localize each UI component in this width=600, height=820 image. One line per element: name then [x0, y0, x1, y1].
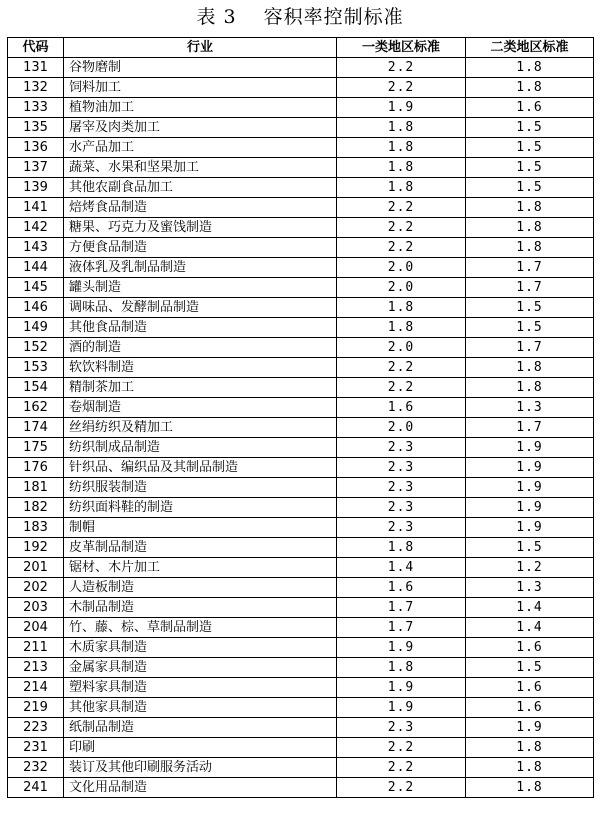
- class2-value-cell: 1.6: [466, 678, 594, 698]
- industry-cell: 竹、藤、棕、草制品制造: [64, 618, 337, 638]
- class1-value-cell: 1.8: [337, 318, 466, 338]
- table-row: [8, 318, 594, 338]
- table-row: [8, 478, 594, 498]
- table-row: [8, 658, 594, 678]
- table-row: [8, 98, 594, 118]
- industry-cell: 卷烟制造: [64, 398, 337, 418]
- class1-value-cell: 2.3: [337, 518, 466, 538]
- code-cell: 137: [8, 158, 64, 178]
- class2-value-cell: 1.7: [466, 258, 594, 278]
- class2-value-cell: 1.7: [466, 278, 594, 298]
- code-cell: 143: [8, 238, 64, 258]
- class2-value-cell: 1.8: [466, 758, 594, 778]
- industry-cell: 糖果、巧克力及蜜饯制造: [64, 218, 337, 238]
- class2-value-cell: 1.8: [466, 198, 594, 218]
- class2-value-cell: 1.8: [466, 778, 594, 798]
- table-row: [8, 218, 594, 238]
- header-industry: 行业: [64, 38, 337, 58]
- class1-value-cell: 2.2: [337, 58, 466, 78]
- code-cell: 149: [8, 318, 64, 338]
- industry-cell: 精制茶加工: [64, 378, 337, 398]
- table-row: [8, 58, 594, 78]
- class1-value-cell: 2.0: [337, 258, 466, 278]
- industry-cell: 其他家具制造: [64, 698, 337, 718]
- class1-value-cell: 1.8: [337, 158, 466, 178]
- code-cell: 152: [8, 338, 64, 358]
- code-cell: 213: [8, 658, 64, 678]
- code-cell: 231: [8, 738, 64, 758]
- industry-cell: 纺织面料鞋的制造: [64, 498, 337, 518]
- code-cell: 176: [8, 458, 64, 478]
- class2-value-cell: 1.9: [466, 498, 594, 518]
- code-cell: 201: [8, 558, 64, 578]
- industry-cell: 焙烤食品制造: [64, 198, 337, 218]
- class1-value-cell: 2.0: [337, 338, 466, 358]
- class2-value-cell: 1.9: [466, 478, 594, 498]
- class1-value-cell: 1.6: [337, 398, 466, 418]
- industry-cell: 谷物磨制: [64, 58, 337, 78]
- industry-cell: 人造板制造: [64, 578, 337, 598]
- table-row: [8, 758, 594, 778]
- class2-value-cell: 1.5: [466, 118, 594, 138]
- header-row: [8, 38, 594, 58]
- code-cell: 154: [8, 378, 64, 398]
- class2-value-cell: 1.8: [466, 238, 594, 258]
- class1-value-cell: 1.7: [337, 598, 466, 618]
- class1-value-cell: 2.2: [337, 378, 466, 398]
- industry-cell: 纸制品制造: [64, 718, 337, 738]
- class2-value-cell: 1.8: [466, 358, 594, 378]
- table-row: [8, 698, 594, 718]
- industry-cell: 纺织制成品制造: [64, 438, 337, 458]
- table-row: [8, 718, 594, 738]
- header-class1-standard: 一类地区标准: [337, 38, 466, 58]
- table-row: [8, 778, 594, 798]
- header-code: 代码: [8, 38, 64, 58]
- industry-cell: 锯材、木片加工: [64, 558, 337, 578]
- industry-cell: 金属家具制造: [64, 658, 337, 678]
- table-row: [8, 578, 594, 598]
- table-title: 表 3 容积率控制标准: [196, 6, 404, 28]
- class2-value-cell: 1.4: [466, 598, 594, 618]
- class1-value-cell: 2.2: [337, 218, 466, 238]
- class2-value-cell: 1.4: [466, 618, 594, 638]
- code-cell: 214: [8, 678, 64, 698]
- class1-value-cell: 2.2: [337, 758, 466, 778]
- table-row: [8, 118, 594, 138]
- class2-value-cell: 1.5: [466, 318, 594, 338]
- table-row: [8, 458, 594, 478]
- code-cell: 133: [8, 98, 64, 118]
- class1-value-cell: 2.3: [337, 458, 466, 478]
- table-row: [8, 258, 594, 278]
- class1-value-cell: 2.3: [337, 498, 466, 518]
- class2-value-cell: 1.5: [466, 138, 594, 158]
- code-cell: 174: [8, 418, 64, 438]
- class2-value-cell: 1.6: [466, 638, 594, 658]
- class1-value-cell: 1.9: [337, 638, 466, 658]
- class2-value-cell: 1.5: [466, 538, 594, 558]
- class2-value-cell: 1.5: [466, 178, 594, 198]
- class1-value-cell: 2.3: [337, 718, 466, 738]
- industry-cell: 塑料家具制造: [64, 678, 337, 698]
- industry-cell: 印刷: [64, 738, 337, 758]
- class2-value-cell: 1.7: [466, 418, 594, 438]
- industry-cell: 丝绢纺织及精加工: [64, 418, 337, 438]
- code-cell: 131: [8, 58, 64, 78]
- table-row: [8, 238, 594, 258]
- class1-value-cell: 2.0: [337, 418, 466, 438]
- class2-value-cell: 1.8: [466, 58, 594, 78]
- industry-cell: 蔬菜、水果和坚果加工: [64, 158, 337, 178]
- industry-cell: 针织品、编织品及其制品制造: [64, 458, 337, 478]
- industry-cell: 木质家具制造: [64, 638, 337, 658]
- class2-value-cell: 1.7: [466, 338, 594, 358]
- table-row: [8, 498, 594, 518]
- class1-value-cell: 1.9: [337, 678, 466, 698]
- industry-cell: 装订及其他印刷服务活动: [64, 758, 337, 778]
- class2-value-cell: 1.5: [466, 658, 594, 678]
- industry-cell: 文化用品制造: [64, 778, 337, 798]
- table-row: [8, 178, 594, 198]
- industry-cell: 软饮料制造: [64, 358, 337, 378]
- industry-cell: 罐头制造: [64, 278, 337, 298]
- table-row: [8, 598, 594, 618]
- code-cell: 153: [8, 358, 64, 378]
- code-cell: 181: [8, 478, 64, 498]
- class2-value-cell: 1.6: [466, 698, 594, 718]
- class1-value-cell: 2.2: [337, 358, 466, 378]
- industry-cell: 皮革制品制造: [64, 538, 337, 558]
- industry-cell: 植物油加工: [64, 98, 337, 118]
- class1-value-cell: 2.0: [337, 278, 466, 298]
- class1-value-cell: 1.6: [337, 578, 466, 598]
- class2-value-cell: 1.8: [466, 738, 594, 758]
- industry-cell: 饲料加工: [64, 78, 337, 98]
- code-cell: 219: [8, 698, 64, 718]
- class2-value-cell: 1.6: [466, 98, 594, 118]
- class2-value-cell: 1.3: [466, 578, 594, 598]
- industry-cell: 其他农副食品加工: [64, 178, 337, 198]
- class1-value-cell: 1.8: [337, 178, 466, 198]
- table-row: [8, 558, 594, 578]
- class2-value-cell: 1.5: [466, 158, 594, 178]
- code-cell: 145: [8, 278, 64, 298]
- class1-value-cell: 1.8: [337, 118, 466, 138]
- class2-value-cell: 1.9: [466, 518, 594, 538]
- code-cell: 146: [8, 298, 64, 318]
- class1-value-cell: 1.9: [337, 98, 466, 118]
- class1-value-cell: 2.3: [337, 478, 466, 498]
- industry-cell: 屠宰及肉类加工: [64, 118, 337, 138]
- class2-value-cell: 1.2: [466, 558, 594, 578]
- class2-value-cell: 1.8: [466, 78, 594, 98]
- class2-value-cell: 1.9: [466, 438, 594, 458]
- class1-value-cell: 2.2: [337, 198, 466, 218]
- class2-value-cell: 1.9: [466, 718, 594, 738]
- code-cell: 175: [8, 438, 64, 458]
- industry-cell: 纺织服装制造: [64, 478, 337, 498]
- code-cell: 144: [8, 258, 64, 278]
- code-cell: 139: [8, 178, 64, 198]
- table-row: [8, 618, 594, 638]
- industry-cell: 水产品加工: [64, 138, 337, 158]
- industry-cell: 液体乳及乳制品制造: [64, 258, 337, 278]
- class1-value-cell: 1.4: [337, 558, 466, 578]
- table-row: [8, 418, 594, 438]
- table-row: [8, 738, 594, 758]
- class1-value-cell: 1.8: [337, 138, 466, 158]
- code-cell: 183: [8, 518, 64, 538]
- code-cell: 142: [8, 218, 64, 238]
- table-row: [8, 638, 594, 658]
- class1-value-cell: 2.2: [337, 78, 466, 98]
- class1-value-cell: 2.2: [337, 738, 466, 758]
- class1-value-cell: 2.2: [337, 238, 466, 258]
- table-row: [8, 78, 594, 98]
- industry-cell: 方便食品制造: [64, 238, 337, 258]
- class2-value-cell: 1.8: [466, 218, 594, 238]
- table-row: [8, 338, 594, 358]
- class2-value-cell: 1.3: [466, 398, 594, 418]
- class1-value-cell: 1.8: [337, 658, 466, 678]
- code-cell: 241: [8, 778, 64, 798]
- code-cell: 135: [8, 118, 64, 138]
- class2-value-cell: 1.9: [466, 458, 594, 478]
- table-row: [8, 398, 594, 418]
- table-row: [8, 138, 594, 158]
- floor-area-ratio-table: [7, 37, 594, 798]
- code-cell: 204: [8, 618, 64, 638]
- table-row: [8, 198, 594, 218]
- class1-value-cell: 2.3: [337, 438, 466, 458]
- table-row: [8, 358, 594, 378]
- industry-cell: 酒的制造: [64, 338, 337, 358]
- table-row: [8, 538, 594, 558]
- class1-value-cell: 2.2: [337, 778, 466, 798]
- table-row: [8, 438, 594, 458]
- table-row: [8, 518, 594, 538]
- code-cell: 203: [8, 598, 64, 618]
- code-cell: 232: [8, 758, 64, 778]
- table-row: [8, 678, 594, 698]
- table-row: [8, 298, 594, 318]
- code-cell: 202: [8, 578, 64, 598]
- class1-value-cell: 1.7: [337, 618, 466, 638]
- header-class2-standard: 二类地区标准: [466, 38, 594, 58]
- industry-cell: 调味品、发酵制品制造: [64, 298, 337, 318]
- code-cell: 162: [8, 398, 64, 418]
- table-body: [8, 58, 594, 798]
- code-cell: 141: [8, 198, 64, 218]
- table-row: [8, 278, 594, 298]
- table-row: [8, 158, 594, 178]
- class2-value-cell: 1.5: [466, 298, 594, 318]
- code-cell: 136: [8, 138, 64, 158]
- table-row: [8, 378, 594, 398]
- industry-cell: 木制品制造: [64, 598, 337, 618]
- class1-value-cell: 1.8: [337, 538, 466, 558]
- code-cell: 182: [8, 498, 64, 518]
- industry-cell: 其他食品制造: [64, 318, 337, 338]
- class1-value-cell: 1.9: [337, 698, 466, 718]
- code-cell: 223: [8, 718, 64, 738]
- industry-cell: 制帽: [64, 518, 337, 538]
- code-cell: 192: [8, 538, 64, 558]
- code-cell: 211: [8, 638, 64, 658]
- class1-value-cell: 1.8: [337, 298, 466, 318]
- class2-value-cell: 1.8: [466, 378, 594, 398]
- table-header: [8, 38, 594, 58]
- code-cell: 132: [8, 78, 64, 98]
